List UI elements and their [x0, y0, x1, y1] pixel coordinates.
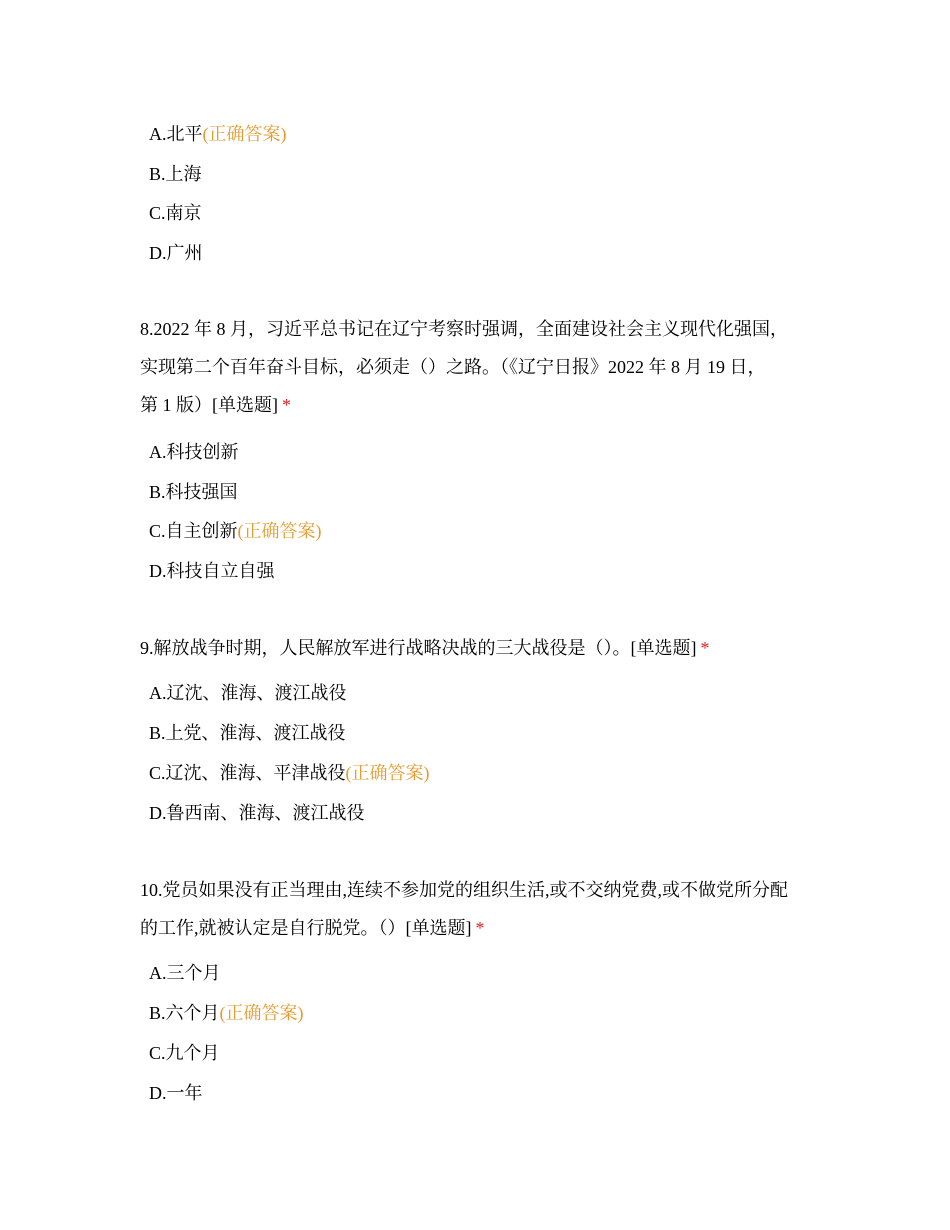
q7-option-b — [149, 162, 202, 186]
q8-option-b — [149, 480, 238, 504]
option-text: A.北平 — [149, 124, 203, 144]
question-text: 第 1 版）[单选题] — [140, 395, 278, 415]
option-text: B.六个月 — [149, 1003, 220, 1023]
q8-option-c — [149, 519, 322, 543]
option-text: A.科技创新 — [149, 442, 239, 462]
option-text: C.九个月 — [149, 1043, 220, 1063]
correct-answer-tag: (正确答案) — [345, 763, 430, 783]
q9-option-a — [149, 681, 347, 705]
q8-option-d — [149, 559, 275, 583]
option-text: C.自主创新 — [149, 521, 238, 541]
question-text: 的工作,就被认定是自行脱党。（）[单选题] — [140, 918, 472, 938]
option-text: B.科技强国 — [149, 482, 238, 502]
q8-title-line-2: 实现第二个百年奋斗目标，必须走（）之路。（《辽宁日报》2022 年 8 月 19 日， — [140, 357, 766, 377]
q10-option-d — [149, 1081, 203, 1105]
q10-title-line-1: 10.党员如果没有正当理由,连续不参加党的组织生活,或不交纳党费,或不做党所分配 — [140, 880, 788, 900]
q9-option-c — [149, 761, 430, 785]
option-text: C.南京 — [149, 203, 202, 223]
question-text: 9.解放战争时期，人民解放军进行战略决战的三大战役是（）。[单选题] — [140, 638, 697, 658]
q10-option-b — [149, 1001, 304, 1025]
option-text: A.三个月 — [149, 963, 221, 983]
correct-answer-tag: (正确答案) — [202, 124, 287, 144]
correct-answer-tag: (正确答案) — [237, 521, 322, 541]
required-mark: * — [282, 395, 291, 415]
q7-option-d — [149, 241, 203, 265]
q8-title-line-3 — [140, 393, 291, 417]
required-mark: * — [475, 918, 485, 938]
q9-option-b — [149, 721, 346, 745]
q8-title-line-1: 8.2022 年 8 月，习近平总书记在辽宁考察时强调，全面建设社会主义现代化强国， — [140, 319, 788, 339]
option-text: D.一年 — [149, 1083, 203, 1103]
option-text: D.广州 — [149, 243, 203, 263]
option-text: D.科技自立自强 — [149, 561, 275, 581]
option-text: B.上海 — [149, 164, 202, 184]
q10-option-a — [149, 961, 221, 985]
correct-answer-tag: (正确答案) — [219, 1003, 304, 1023]
q9-option-d — [149, 801, 365, 825]
q7-option-a — [149, 122, 287, 146]
q10-option-c — [149, 1041, 220, 1065]
q9-title-line-1 — [140, 636, 710, 660]
q8-option-a — [149, 440, 239, 464]
option-text: C.辽沈、淮海、平津战役 — [149, 763, 346, 783]
q7-option-c — [149, 201, 202, 225]
option-text: D.鲁西南、淮海、渡江战役 — [149, 803, 365, 823]
option-text: B.上党、淮海、渡江战役 — [149, 723, 346, 743]
q10-title-line-2 — [140, 916, 485, 940]
option-text: A.辽沈、淮海、渡江战役 — [149, 683, 347, 703]
required-mark: * — [700, 638, 710, 658]
